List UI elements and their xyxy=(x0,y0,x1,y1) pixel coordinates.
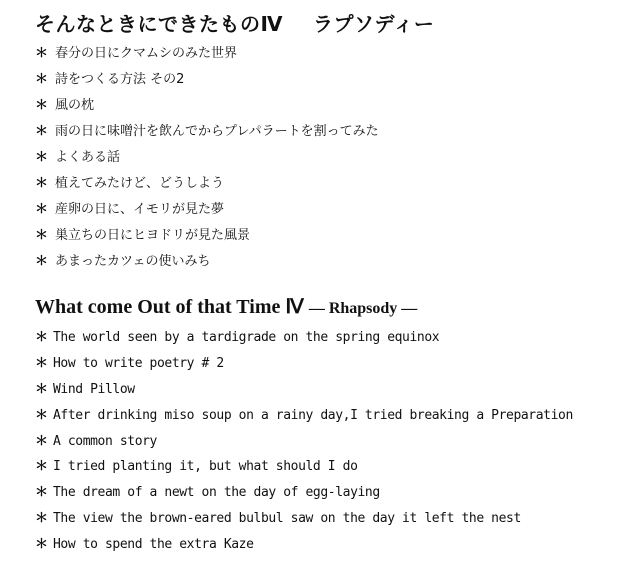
asterisk-bullet: ＊ xyxy=(35,150,49,165)
asterisk-bullet: ＊ xyxy=(35,407,49,423)
list-item xyxy=(35,480,573,506)
japanese-item-list xyxy=(35,41,379,275)
asterisk-bullet: ＊ xyxy=(35,254,49,269)
asterisk-bullet: ＊ xyxy=(35,433,49,449)
asterisk-bullet: ＊ xyxy=(35,485,49,501)
list-item-text: After drinking miso soup on a rainy day,I tried breaking a Preparation xyxy=(53,407,573,423)
list-item-text: 詩をつくる方法 その2 xyxy=(55,72,185,87)
list-item-text: The dream of a newt on the day of egg-laying xyxy=(53,485,380,501)
list-item xyxy=(35,197,379,223)
asterisk-bullet: ＊ xyxy=(35,381,49,397)
asterisk-bullet: ＊ xyxy=(35,355,49,371)
english-item-list xyxy=(35,325,573,558)
list-item-text: 巣立ちの日にヒヨドリが見た風景 xyxy=(55,228,251,243)
list-item xyxy=(35,532,573,558)
list-item-text: 植えてみたけど、どうしよう xyxy=(55,176,225,191)
asterisk-bullet: ＊ xyxy=(35,72,49,87)
list-item xyxy=(35,145,379,171)
list-item-text: Wind Pillow xyxy=(53,381,135,397)
list-item xyxy=(35,223,379,249)
english-section-title xyxy=(35,293,417,323)
japanese-title-sub: ラプソディー xyxy=(312,12,435,36)
list-item xyxy=(35,506,573,532)
list-item xyxy=(35,119,379,145)
english-title-main: What come Out of that Time Ⅳ xyxy=(35,296,304,318)
japanese-title-main: そんなときにできたものⅣ xyxy=(35,12,283,36)
asterisk-bullet: ＊ xyxy=(35,176,49,191)
asterisk-bullet: ＊ xyxy=(35,228,49,243)
asterisk-bullet: ＊ xyxy=(35,202,49,217)
asterisk-bullet: ＊ xyxy=(35,98,49,113)
list-item-text: The view the brown-eared bulbul saw on the day it left the nest xyxy=(53,511,521,527)
list-item-text: よくある話 xyxy=(55,150,121,165)
list-item xyxy=(35,403,573,429)
asterisk-bullet: ＊ xyxy=(35,459,49,475)
japanese-section-title xyxy=(35,10,434,38)
list-item-text: A common story xyxy=(53,433,157,449)
asterisk-bullet: ＊ xyxy=(35,330,49,345)
list-item xyxy=(35,377,573,403)
asterisk-bullet: ＊ xyxy=(35,46,49,61)
asterisk-bullet: ＊ xyxy=(35,511,49,527)
list-item-text: 産卵の日に、イモリが見た夢 xyxy=(55,202,225,217)
list-item xyxy=(35,325,573,351)
list-item xyxy=(35,429,573,455)
list-item xyxy=(35,41,379,67)
list-item xyxy=(35,93,379,119)
list-item-text: How to write poetry # 2 xyxy=(53,355,224,371)
list-item-text: あまったカツェの使いみち xyxy=(55,254,211,269)
list-item xyxy=(35,351,573,377)
list-item xyxy=(35,67,379,93)
list-item xyxy=(35,249,379,275)
list-item xyxy=(35,454,573,480)
list-item-text: 春分の日にクマムシのみた世界 xyxy=(55,46,238,61)
list-item xyxy=(35,171,379,197)
asterisk-bullet: ＊ xyxy=(35,124,49,139)
list-item-text: How to spend the extra Kaze xyxy=(53,537,254,553)
asterisk-bullet: ＊ xyxy=(35,537,49,553)
english-title-sub: — Rhapsody — xyxy=(308,300,418,317)
list-item-text: The world seen by a tardigrade on the spring equinox xyxy=(53,330,440,345)
list-item-text: 雨の日に味噌汁を飲んでからプレパラートを割ってみた xyxy=(55,124,379,139)
list-item-text: 風の枕 xyxy=(55,98,95,113)
list-item-text: I tried planting it, but what should I do xyxy=(53,459,358,475)
